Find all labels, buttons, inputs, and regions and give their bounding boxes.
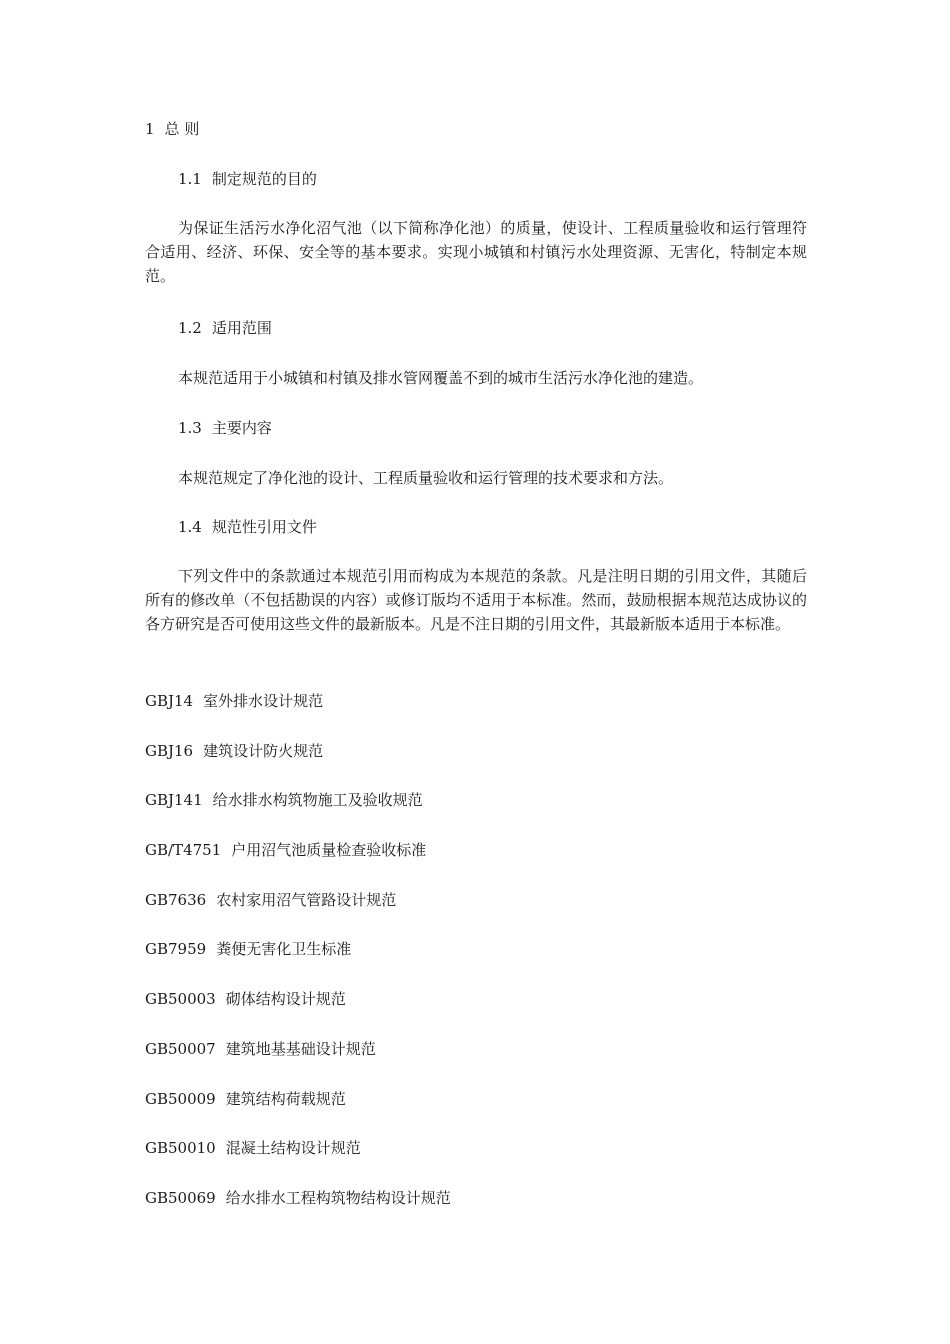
reference-item — [145, 790, 423, 810]
section-heading — [178, 318, 272, 338]
reference-code: GBJ141 — [145, 791, 203, 809]
reference-title: 农村家用沼气管路设计规范 — [216, 891, 397, 909]
reference-code: GB50003 — [145, 990, 216, 1008]
section-number: 1.4 — [178, 518, 202, 536]
reference-title: 砌体结构设计规范 — [225, 990, 346, 1008]
reference-title: 给水排水工程构筑物结构设计规范 — [225, 1189, 451, 1207]
reference-title: 建筑地基基础设计规范 — [225, 1040, 376, 1058]
section-number: 1.1 — [178, 170, 202, 188]
section-body: 下列文件中的条款通过本规范引用而构成为本规范的条款。凡是注明日期的引用文件，其随后所有的修改单（不包括勘误的内容）或修订版均不适用于本标准。然而，鼓励根据本规范达成协议的各方研究是否可使用这些文件的最新版本。凡是不注日期的引用文件，其最新版本适用于本标准。 — [145, 567, 807, 633]
reference-item — [145, 840, 426, 860]
section-number: 1.3 — [178, 419, 202, 437]
reference-code: GB50009 — [145, 1090, 216, 1108]
reference-code: GB7636 — [145, 891, 207, 909]
reference-item — [145, 741, 323, 761]
reference-title: 给水排水构筑物施工及验收规范 — [212, 791, 423, 809]
reference-item — [145, 939, 351, 959]
reference-code: GB7959 — [145, 940, 207, 958]
reference-title: 户用沼气池质量检查验收标准 — [231, 841, 427, 859]
reference-code: GB50069 — [145, 1189, 216, 1207]
reference-code: GB50007 — [145, 1040, 216, 1058]
reference-code: GB50010 — [145, 1139, 216, 1157]
reference-title: 粪便无害化卫生标准 — [216, 940, 352, 958]
section-body: 为保证生活污水净化沼气池（以下简称净化池）的质量，使设计、工程质量验收和运行管理符合适用、经济、环保、安全等的基本要求。实现小城镇和村镇污水处理资源、无害化，特制定本规范。 — [145, 219, 807, 285]
chapter-title: 总 则 — [164, 120, 200, 138]
section-title: 适用范围 — [211, 319, 272, 337]
chapter-number: 1 — [145, 120, 155, 138]
section-heading — [178, 418, 272, 438]
reference-item — [145, 691, 323, 711]
reference-item — [145, 1138, 361, 1158]
reference-item — [145, 989, 346, 1009]
reference-code: GBJ16 — [145, 742, 194, 760]
section-body: 本规范适用于小城镇和村镇及排水管网覆盖不到的城市生活污水净化池的建造。 — [178, 369, 704, 387]
reference-title: 建筑设计防火规范 — [203, 742, 324, 760]
reference-item — [145, 1089, 346, 1109]
section-number: 1.2 — [178, 319, 202, 337]
section-heading — [178, 169, 317, 189]
section-body: 本规范规定了净化池的设计、工程质量验收和运行管理的技术要求和方法。 — [178, 469, 674, 487]
reference-item — [145, 890, 396, 910]
reference-title: 建筑结构荷载规范 — [225, 1090, 346, 1108]
reference-code: GB/T4751 — [145, 841, 222, 859]
section-title: 规范性引用文件 — [211, 518, 317, 536]
reference-item — [145, 1039, 376, 1059]
reference-title: 混凝土结构设计规范 — [225, 1139, 361, 1157]
section-heading — [178, 517, 317, 537]
reference-code: GBJ14 — [145, 692, 194, 710]
section-title: 制定规范的目的 — [211, 170, 317, 188]
section-title: 主要内容 — [211, 419, 272, 437]
reference-title: 室外排水设计规范 — [203, 692, 324, 710]
reference-item — [145, 1188, 451, 1208]
chapter-heading — [145, 119, 199, 139]
